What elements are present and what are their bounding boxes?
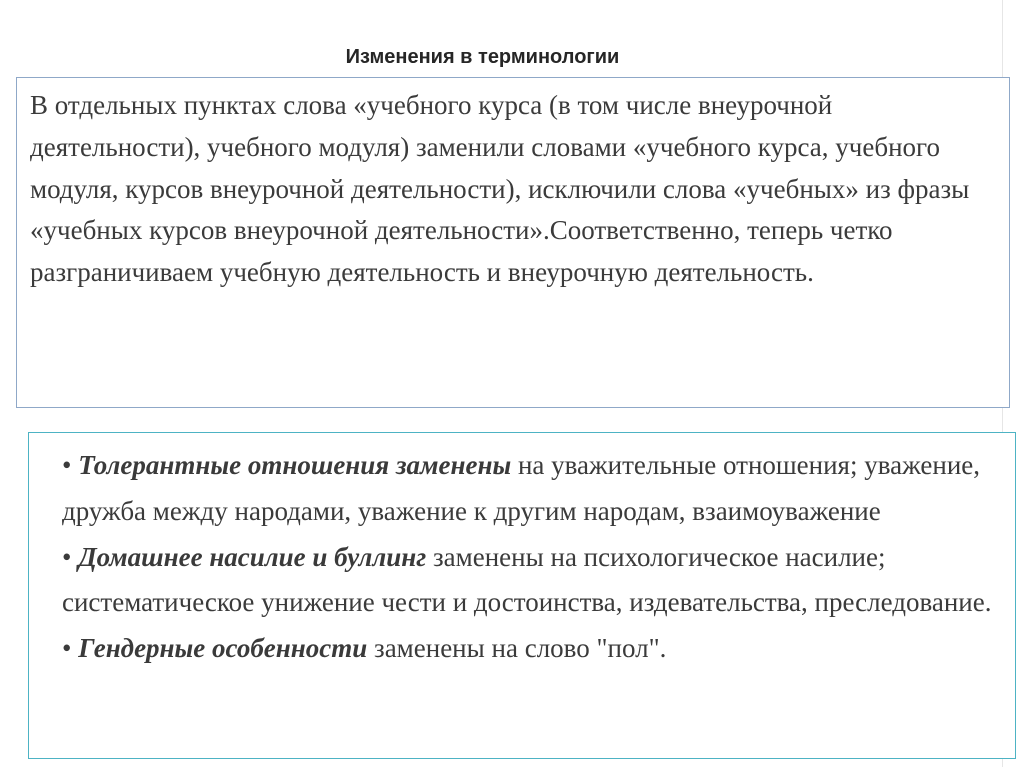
- list-item-text: заменены на слово "пол".: [374, 633, 667, 664]
- list-item: [62, 443, 1002, 535]
- list-item-text: заменены на психологическое насилие; систематическое унижение чести и достоинства, издевательства, преследование.: [62, 541, 992, 618]
- terminology-paragraph-box: [16, 77, 1010, 408]
- replacements-box: [28, 432, 1016, 759]
- bullet-marker: •: [62, 450, 72, 480]
- list-item: [62, 535, 1002, 627]
- replacements-list: [62, 443, 1002, 672]
- slide-title: Изменения в терминологии: [345, 46, 620, 68]
- bullet-marker: •: [62, 541, 72, 572]
- list-item-term: Гендерные особенности: [78, 633, 368, 664]
- list-item: [62, 626, 1002, 672]
- list-item-term: Домашнее насилие и буллинг: [78, 541, 427, 572]
- bullet-marker: •: [62, 633, 72, 664]
- list-item-term: Толерантные отношения заменены: [78, 450, 512, 480]
- terminology-paragraph: В отдельных пунктах слова «учебного курса (в том числе внеурочной деятельности), учебного модуля) заменили словами «учебного курса, учебного модуля, курсов внеурочной деятельности), исключили слова «учебных» из фразы «учебных курсов внеурочной деятельности».Соответственно, теперь четко разграничиваем учебную деятельность и внеурочную деятельность.: [30, 90, 970, 288]
- list-item-text: на уважительные отношения; уважение, дружба между народами, уважение к другим народам, взаимоуважение: [62, 450, 981, 526]
